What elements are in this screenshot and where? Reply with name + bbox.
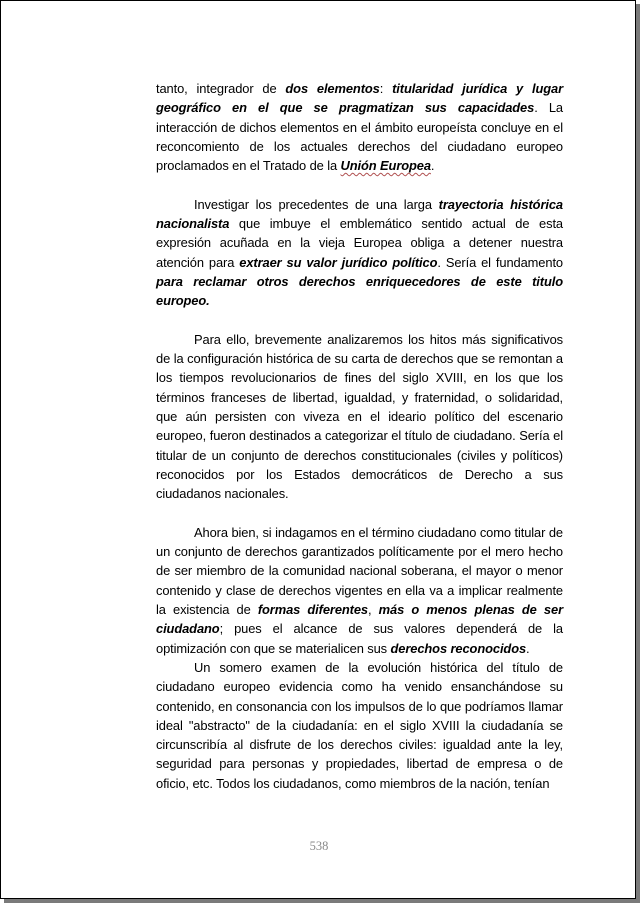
emphasis-text: derechos reconocidos <box>390 640 527 656</box>
emphasis-text: dos elementos <box>285 81 380 96</box>
body-text: : <box>379 81 393 96</box>
text-body <box>156 79 563 793</box>
paragraph-1 <box>156 79 563 175</box>
body-text: , <box>368 602 379 618</box>
body-text: Para ello, brevemente analizaremos los hitos más significativos de la configuración histórica de su carta de derechos que se remontan a los tiempos revolucionarios de fines del siglo XVIII, en los que los términos franceses de libertad, igualdad, y fraternidad, o solidaridad, que aún persisten con viveza en el ideario político del escenario europeo, fueron destinados a categorizar el título de ciudadano. Sería el titular de un conjunto de derechos constitucionales (civiles y políticos) reconocidos por los Estados democráticos de Derecho a sus ciudadanos nacionales. <box>156 331 563 502</box>
body-text: . <box>526 640 530 656</box>
emphasis-text: más o menos plenas de ser ciudadano <box>156 602 563 637</box>
paragraph-5 <box>156 658 563 793</box>
emphasis-text: extraer su valor jurídico político <box>239 254 438 270</box>
body-text: . La interacción de dichos elementos en el ámbito europeísta concluye en el reconcomiento de los actuales derechos del ciudadano europeo proclamados en el Tratado de la <box>156 100 563 174</box>
emphasis-text: titularidad jurídica y lugar geográfico en el que se pragmatizan sus capacidades <box>156 81 563 116</box>
page-number: 538 <box>309 839 329 853</box>
body-text: Ahora bien, si indagamos en el término ciudadano como titular de un conjunto de derechos garantizados políticamente por el mero hecho de ser miembro de la comunidad nacional soberana, el mayor o menor contenido y clase de derechos vigentes en ella va a implicar realmente la existencia de <box>156 524 563 618</box>
emphasis-text: para reclamar otros derechos enriquecedores de este titulo europeo. <box>156 273 563 309</box>
body-text: que imbuye el emblemático sentido actual de esta expresión acuñada en la vieja Europea obliga a detener nuestra atención para <box>156 216 563 270</box>
body-text: ; pues el alcance de sus valores dependerá de la optimización con que se materialicen sus <box>156 621 563 656</box>
emphasis-text-underlined: Unión Europea <box>340 158 431 174</box>
paragraph-3 <box>156 330 563 504</box>
paragraph-gap <box>156 311 563 330</box>
body-text: . Sería el fundamento <box>437 254 563 270</box>
emphasis-text: formas diferentes <box>257 602 368 618</box>
body-text: Un somero examen de la evolución histórica del título de ciudadano europeo evidencia como ha venido ensanchándose su contenido, en consonancia con los impulsos de lo que podríamos llamar ideal "abstracto" de la ciudadanía: en el siglo XVIII la ciudadanía se circunscribía al disfrute de los derechos civiles: igualdad ante la ley, seguridad para personas y propiedades, libertad de empresa o de oficio, etc. Todos los ciudadanos, como miembros de la nación, tenían <box>156 659 563 791</box>
body-text: Investigar los precedentes de una larga <box>194 196 439 212</box>
emphasis-text: trayectoria histórica nacionalista <box>156 196 563 232</box>
paragraph-gap <box>156 504 563 523</box>
paragraph-2 <box>156 195 563 311</box>
paragraph-4 <box>156 523 563 658</box>
paragraph-gap <box>156 175 563 194</box>
body-text: tanto, integrador de <box>156 81 286 96</box>
body-text: . <box>430 158 435 174</box>
